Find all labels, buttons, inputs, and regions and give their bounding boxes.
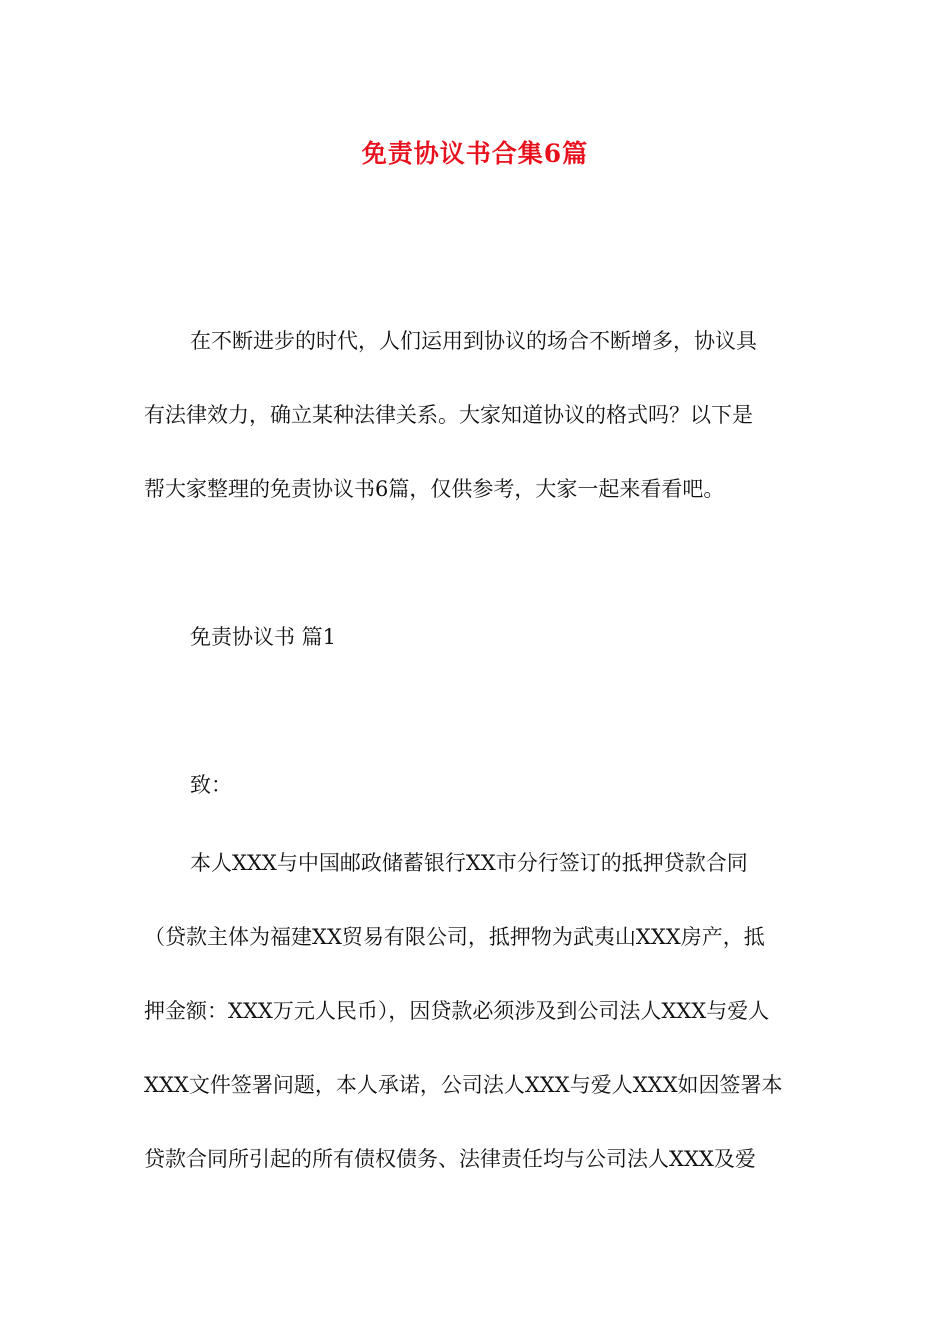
body-line-1: 本人XXX与中国邮政储蓄银行XX市分行签订的抵押贷款合同 [190, 851, 748, 875]
body-line-5: 贷款合同所引起的所有债权债务、法律责任均与公司法人XXX及爱 [144, 1147, 756, 1171]
intro-line-2: 有法律效力，确立某种法律关系。大家知道协议的格式吗？以下是 [144, 403, 753, 427]
document-title: 免责协议书合集6篇 [361, 139, 589, 168]
intro-line-1: 在不断进步的时代，人们运用到协议的场合不断增多，协议具 [190, 329, 757, 353]
intro-line-3: 帮大家整理的免责协议书6篇，仅供参考，大家一起来看看吧。 [144, 477, 725, 501]
section-heading: 免责协议书 篇1 [190, 625, 337, 649]
body-line-2: （贷款主体为福建XX贸易有限公司，抵押物为武夷山XXX房产，抵 [144, 925, 765, 949]
body-line-4: XXX文件签署问题，本人承诺，公司法人XXX与爱人XXX如因签署本 [144, 1073, 783, 1097]
body-line-3: 押金额：XXX万元人民币），因贷款必须涉及到公司法人XXX与爱人 [144, 999, 770, 1023]
salutation: 致： [190, 773, 232, 797]
